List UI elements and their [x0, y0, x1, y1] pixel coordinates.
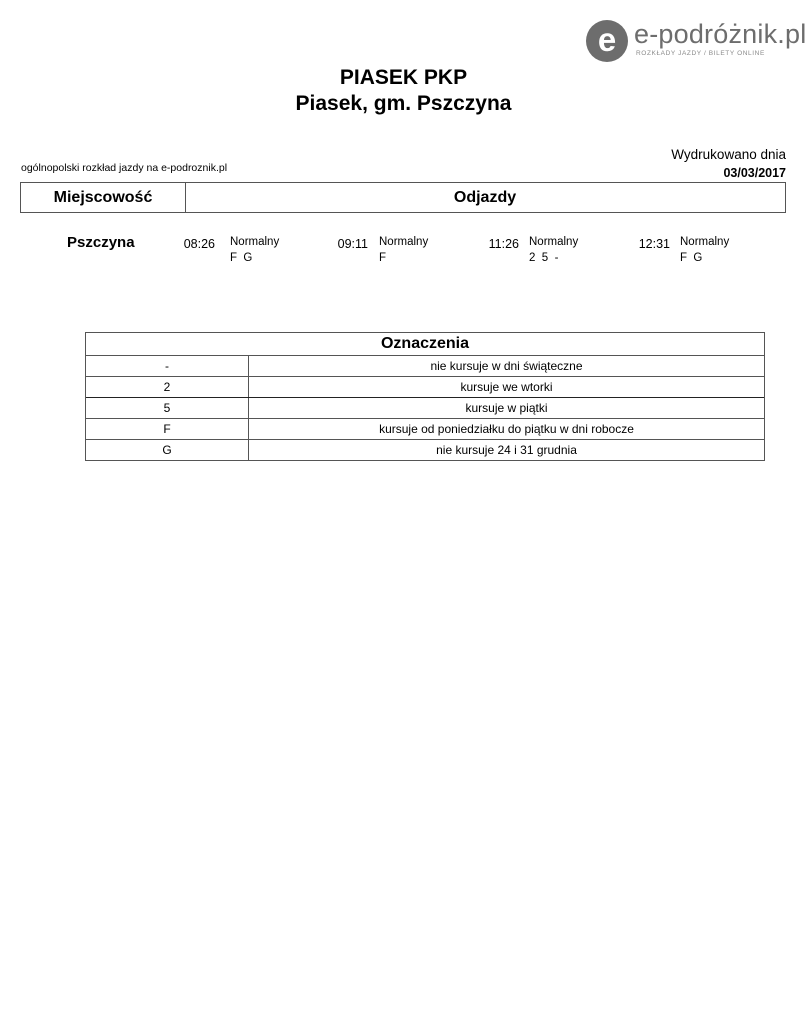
legend-symbol: 5	[86, 398, 249, 418]
departure-marks: F G	[230, 252, 253, 264]
departure-marks: F G	[680, 252, 703, 264]
train-type: Normalny	[230, 236, 280, 248]
train-type: Normalny	[379, 236, 429, 248]
legend-description: kursuje od poniedziałku do piątku w dni robocze	[379, 422, 634, 436]
source-note: ogólnopolski rozkład jazdy na e-podroznik.pl	[21, 162, 228, 174]
column-header-departures: Odjazdy	[453, 189, 517, 206]
departure-time: 12:31	[638, 237, 670, 251]
printed-date: 03/03/2017	[723, 166, 786, 180]
departure-time: 11:26	[488, 237, 519, 251]
train-type: Normalny	[680, 236, 730, 248]
legend-row	[86, 377, 764, 398]
legend-row	[86, 356, 764, 377]
legend-row	[86, 398, 764, 419]
column-header-town: Miejscowość	[21, 183, 186, 212]
departure-time: 09:11	[337, 237, 368, 251]
brand-logo	[586, 18, 807, 64]
legend-symbol: -	[86, 356, 249, 376]
legend-row	[86, 440, 764, 460]
page-title: PIASEK PKP	[339, 66, 468, 89]
train-type: Normalny	[529, 236, 579, 248]
legend-row	[86, 419, 764, 440]
legend-symbol: G	[86, 440, 249, 460]
brand-tagline: ROZKŁADY JAZDY / BILETY ONLINE	[636, 50, 765, 57]
logo-mark: e	[597, 21, 617, 58]
destination-town: Pszczyna	[67, 234, 135, 251]
legend-title: Oznaczenia	[86, 333, 764, 356]
legend-description: kursuje we wtorki	[460, 380, 553, 394]
legend-description: nie kursuje w dni świąteczne	[430, 359, 583, 373]
timetable-header	[20, 182, 786, 213]
legend-description: nie kursuje 24 i 31 grudnia	[436, 443, 577, 457]
legend-description: kursuje w piątki	[465, 401, 548, 415]
legend-symbol: 2	[86, 377, 249, 397]
departure-marks: 2 5 -	[529, 252, 559, 264]
page-subtitle: Piasek, gm. Pszczyna	[295, 92, 512, 115]
departure-marks: F	[379, 252, 387, 264]
legend-symbol: F	[86, 419, 249, 439]
logo-e-icon	[586, 20, 628, 62]
brand-name: e-podróżnik.pl	[634, 19, 807, 49]
departure-time: 08:26	[183, 237, 215, 251]
legend-table	[85, 332, 765, 461]
printed-label: Wydrukowano dnia	[671, 147, 786, 162]
